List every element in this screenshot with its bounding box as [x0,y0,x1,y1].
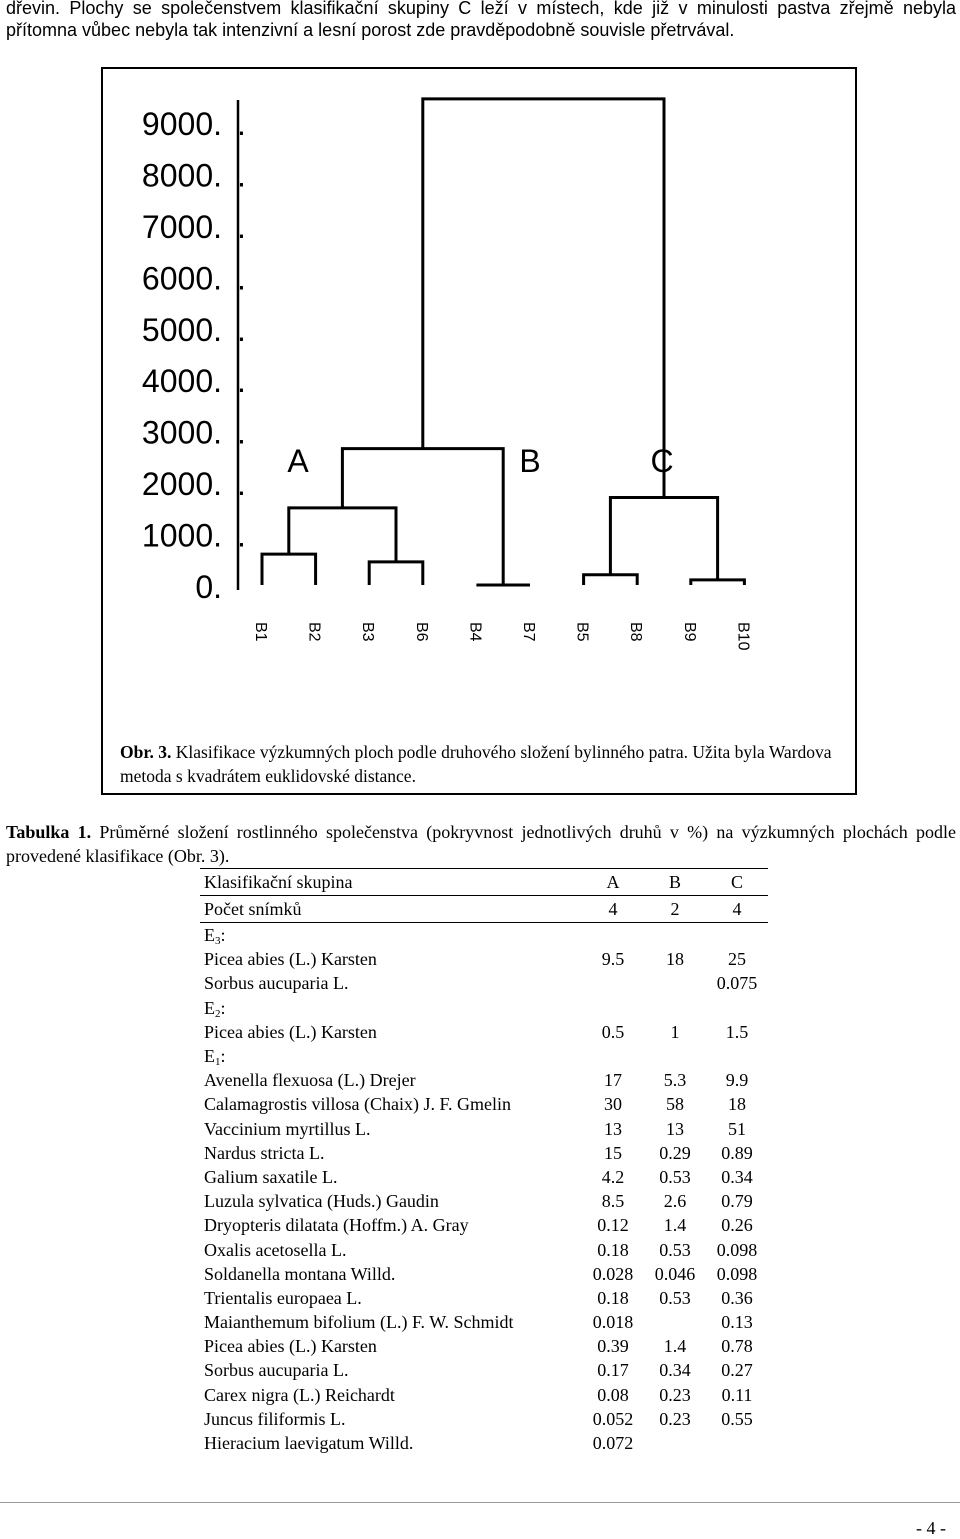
cover-value: 0.17 [597,1360,629,1381]
footer-divider [0,1502,960,1503]
cover-value [582,923,644,948]
dendrogram-link [262,554,316,585]
table-row [200,1117,768,1141]
cover-value: 0.08 [597,1384,629,1405]
table-row [200,1310,768,1334]
cover-value: 58 [666,1094,684,1115]
cover-value: 1.5 [725,1021,749,1042]
cover-value: 0.098 [716,1263,758,1284]
page-number: - 4 - [916,1518,946,1538]
cover-value: 0.18 [597,1287,629,1308]
y-tick-mark: . [237,208,246,245]
leaf-label: B4 [466,622,484,642]
species-name: Picea abies (L.) Karsten [204,1336,377,1357]
table-row [200,1068,768,1092]
cover-value [706,996,768,1020]
y-tick-mark: . [237,157,246,194]
table-row [200,896,768,923]
cover-value: B [644,869,706,896]
cover-value: 1.4 [663,1215,687,1236]
y-tick-label: 2000. [141,466,222,503]
y-tick-mark: . [237,414,246,451]
table-caption-text: Průměrné složení rostlinného společenstva (pokryvnost jednotlivých druhů v %) na výzkumných plochách podle provedené klasifikace (Obr. 3). [6,822,957,866]
species-name: Maianthemum bifolium (L.) F. W. Schmidt [204,1312,514,1333]
species-name: Juncus filiformis L. [204,1408,346,1429]
cover-value: 0.78 [721,1336,753,1357]
leaf-label: B9 [680,622,698,642]
cover-value [644,1044,706,1068]
table-caption [6,820,956,868]
y-tick-label: 4000. [141,363,222,400]
cover-value [706,1431,768,1455]
cover-value: 2 [644,896,706,923]
table-row [200,1262,768,1286]
species-name: $E_3$: [204,925,226,948]
leaf-label: B5 [573,622,591,642]
cover-value: 15 [604,1142,622,1163]
y-tick-label: 5000. [141,311,222,348]
table-row [200,1165,768,1189]
species-name: Hieracium laevigatum Willd. [204,1433,414,1454]
cover-value: 0.046 [654,1263,696,1284]
table-row [200,1334,768,1358]
cover-value: 0.098 [716,1239,758,1260]
cover-value [644,971,706,995]
y-tick-mark: . [237,517,246,554]
cover-value [644,923,706,948]
cover-value: 4 [582,896,644,923]
cover-value [582,1044,644,1068]
species-name: Calamagrostis villosa (Chaix) J. F. Gmelin [204,1094,512,1115]
y-tick-label: 6000. [141,260,222,297]
cover-value: 0.53 [659,1287,691,1308]
y-tick-mark: . [237,106,246,142]
cover-value [644,996,706,1020]
leaf-label: B2 [305,622,323,642]
table-caption-label: Tabulka 1. [6,822,92,842]
cover-value: 4.2 [601,1166,625,1187]
y-tick-label: 1000. [141,517,222,554]
cover-value: 0.34 [721,1166,753,1187]
cover-value: 0.5 [601,1021,625,1042]
cover-value: A [582,869,644,896]
cover-value: 0.072 [592,1433,634,1454]
species-name: Oxalis acetosella L. [204,1239,347,1260]
y-tick-label: 0. [195,569,222,605]
cover-value: 25 [728,949,746,970]
group-label: B [519,443,541,479]
figure-caption [120,740,840,788]
cover-value: 9.5 [601,949,625,970]
cover-value: 0.53 [659,1166,691,1187]
species-name: Dryopteris dilatata (Hoffm.) A. Gray [204,1215,469,1236]
table-row [200,947,768,971]
cover-value: 0.39 [597,1336,629,1357]
cover-value: 0.23 [659,1408,691,1429]
dendrogram-link [610,498,717,580]
y-tick-label: 8000. [141,157,222,194]
cover-value: 0.13 [721,1312,753,1333]
cover-value: 0.79 [721,1191,753,1212]
y-tick-mark: . [237,363,246,400]
table-row [200,1383,768,1407]
cover-value: 0.052 [592,1408,634,1429]
table-row [200,923,768,948]
cover-value [706,1044,768,1068]
species-name: Vaccinium myrtillus L. [204,1118,371,1139]
table-row [200,1213,768,1237]
cover-value: 0.075 [716,973,758,994]
y-tick-label: 7000. [141,208,222,245]
leaf-label: B8 [627,622,645,642]
cover-value [582,996,644,1020]
species-name: Počet snímků [200,896,582,923]
species-name: Picea abies (L.) Karsten [204,949,377,970]
cover-value: 0.18 [597,1239,629,1260]
cover-value: 18 [666,949,684,970]
table-row [200,996,768,1020]
y-tick-mark: . [237,466,246,503]
cover-value: 0.12 [597,1215,629,1236]
cover-value: 0.018 [592,1312,634,1333]
cover-value: 2.6 [663,1191,687,1212]
leaf-label: B10 [734,622,752,651]
cover-value [706,923,768,948]
table-row [200,1237,768,1261]
dendrogram-link [691,580,745,585]
table-row [200,869,768,896]
species-name: Soldanella montana Willd. [204,1263,396,1284]
species-name: Carex nigra (L.) Reichardt [204,1384,395,1405]
table-row [200,1020,768,1044]
table-row [200,1358,768,1382]
cover-value: 51 [728,1118,746,1139]
species-name: Avenella flexuosa (L.) Drejer [204,1070,416,1091]
species-name: Trientalis europaea L. [204,1287,362,1308]
dendrogram [0,0,960,720]
leaf-label: B3 [359,622,377,642]
table-row [200,1141,768,1165]
table-row [200,1407,768,1431]
cover-value: 0.27 [721,1360,753,1381]
cover-value: 13 [666,1118,684,1139]
table-row [200,971,768,995]
cover-value: 0.89 [721,1142,753,1163]
figure-caption-label: Obr. 3. [120,742,172,762]
cover-value: 0.29 [659,1142,691,1163]
table-row [200,1092,768,1116]
cover-value: 1 [670,1021,680,1042]
figure-caption-text: Klasifikace výzkumných ploch podle druhového složení bylinného patra. Užita byla Wardova metoda s kvadrátem euklidovské distance. [120,742,832,786]
y-tick-label: 9000. [141,106,222,142]
species-name: Luzula sylvatica (Huds.) Gaudin [204,1191,439,1212]
cover-value [644,1431,706,1455]
intro-text: dřevin. Plochy se společenstvem klasifikační skupiny C leží v místech, kde již v minulosti pastva zřejmě nebyla přítomna vůbec nebyla tak intenzivní a lesní porost zde pravděpodobně souvisle přetrvával. [6,0,956,40]
leaf-label: B7 [520,622,537,642]
cover-value [582,971,644,995]
cover-value: 1.4 [663,1336,687,1357]
cover-value: 0.23 [659,1384,691,1405]
leaf-label: B1 [252,622,269,642]
group-label: A [287,443,309,479]
composition-table [200,868,768,1455]
cover-value: 17 [604,1070,622,1091]
cover-value [644,1310,706,1334]
cover-value: C [706,869,768,896]
y-tick-mark: . [237,260,246,297]
species-name: $E_2$: [204,997,226,1020]
cover-value: 9.9 [725,1070,749,1091]
group-label: C [650,443,674,479]
species-name: $E_1$: [204,1046,226,1069]
cover-value: 30 [604,1094,622,1115]
cover-value: 13 [604,1118,622,1139]
table-row [200,1286,768,1310]
cover-value: 0.34 [659,1360,691,1381]
cover-value: 0.53 [659,1239,691,1260]
y-tick-mark: . [237,311,246,348]
species-name: Nardus stricta L. [204,1142,325,1163]
species-name: Klasifikační skupina [200,869,582,896]
species-name: Sorbus aucuparia L. [204,973,349,994]
cover-value: 5.3 [663,1070,687,1091]
cover-value: 4 [706,896,768,923]
dendrogram-link [423,99,664,498]
table-row [200,1044,768,1068]
species-name: Sorbus aucuparia L. [204,1360,349,1381]
table-row [200,1431,768,1455]
species-name: Picea abies (L.) Karsten [204,1021,377,1042]
cover-value: 8.5 [601,1191,625,1212]
cover-value: 0.26 [721,1215,753,1236]
leaf-label: B6 [412,622,430,642]
cover-value: 0.55 [721,1408,753,1429]
y-tick-label: 3000. [141,414,222,451]
cover-value: 0.36 [721,1287,753,1308]
dendrogram-link [369,562,423,585]
table-row [200,1189,768,1213]
cover-value: 18 [728,1094,746,1115]
species-name: Galium saxatile L. [204,1166,338,1187]
cover-value: 0.11 [721,1384,753,1405]
cover-value: 0.028 [592,1263,634,1284]
dendrogram-link [584,575,638,585]
